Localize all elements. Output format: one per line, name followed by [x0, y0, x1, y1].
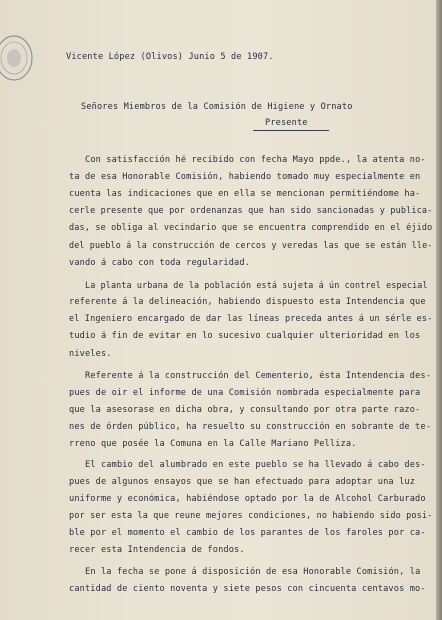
- body-line: tudio á fin de evitar en lo sucesivo cualquier ulterioridad en los: [69, 331, 421, 341]
- body-line: Con satisfacción hé recibido con fecha Mayo ppde., la atenta no-: [85, 155, 426, 165]
- body-line: vando á cabo con toda regularidad.: [69, 258, 251, 268]
- body-line: referente á la delineación, habiendo dispuesto esta Intendencia que: [69, 297, 426, 307]
- body-line: que la asesorase en dicha obra, y consultando por otra parte razo-: [69, 405, 421, 415]
- official-seal-stamp: [0, 34, 34, 82]
- body-line: El cambio del alumbrado en este pueblo se ha llevado á cabo des-: [85, 460, 426, 470]
- body-line: Referente á la construcción del Cementerio, ésta Intendencia des-: [85, 371, 432, 381]
- body-line: cantidad de ciento noventa y siete pesos con cincuenta centavos mo-: [69, 584, 426, 594]
- body-line: rreno que posée la Comuna en la Calle Mariano Pelliza.: [69, 439, 357, 449]
- body-line: pues de algunos ensayos que se han efectuado para adoptar una luz: [69, 477, 416, 487]
- page-edge: [436, 0, 442, 620]
- body-line: ta de esa Honorable Comisión, habiendo tomado muy especialmente en: [69, 172, 421, 182]
- addressee-line: Señores Miembros de la Comisión de Higiene y Ornato: [81, 102, 353, 112]
- body-line: uniforme y económica, habiéndose optado por la de Alcohol Carburado: [69, 494, 426, 504]
- body-line: cerle presente que por ordenanzas que han sido sancionadas y publica-: [69, 206, 433, 216]
- body-line: el Ingeniero encargado de dar las líneas preceda antes á un sérle es-: [69, 314, 433, 324]
- body-line: nes de órden público, ha resuelto su construcción en sobrante de te-: [69, 422, 432, 432]
- body-line: cuenta las indicaciones que en ella se mencionan permitiéndome ha-: [69, 189, 421, 199]
- body-line: del pueblo á la construcción de cercos y veredas las que se están lle-: [69, 240, 433, 250]
- body-line: pues de oir el informe de una Comisión nombrada especialmente para: [69, 388, 421, 398]
- body-line: niveles.: [69, 349, 112, 359]
- place-date-line: Vicente López (Olivos) Junio 5 de 1907.: [66, 52, 274, 62]
- presente-line: Presente: [265, 118, 308, 128]
- presente-underline: [253, 130, 329, 131]
- body-line: por ser esta la que reune mejores condiciones, no habiendo sido posi-: [69, 511, 433, 521]
- body-line: En la fecha se pone á disposición de esa Honorable Comisión, la: [85, 567, 421, 577]
- body-line: recer esta Intendencia de fondos.: [69, 545, 245, 555]
- body-line: das, se obliga al vecindario que se encuentra comprendido en el éjido: [69, 223, 433, 233]
- body-line: ble por el momento el cambio de los parantes de los faroles por ca-: [69, 528, 426, 538]
- body-line: La planta urbana de la población está sujeta á ún contrel especial: [85, 280, 428, 290]
